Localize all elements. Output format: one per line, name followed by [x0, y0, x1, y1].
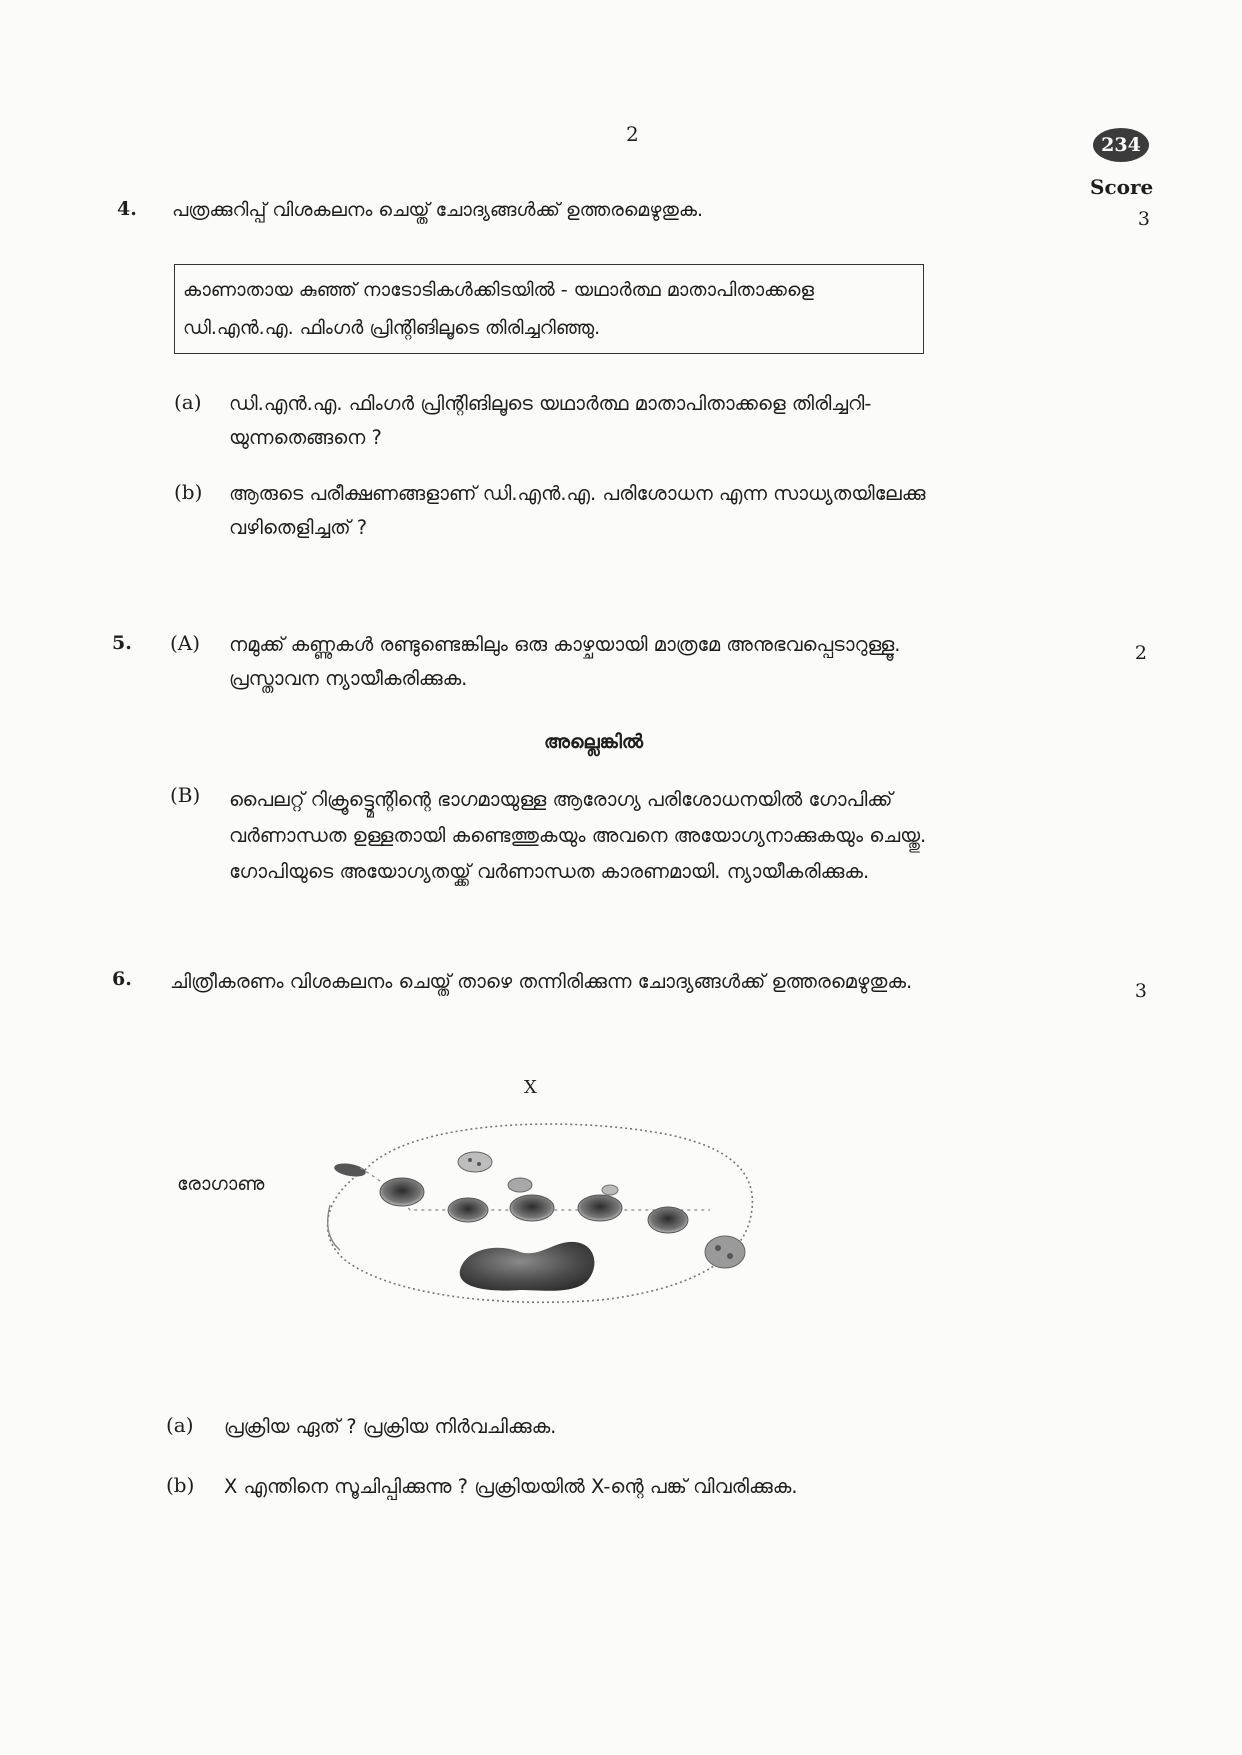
question-4b-line-1: ആരുടെ പരീക്ഷണങ്ങളാണ് ഡി.എൻ.എ. പരിശോധന എന്ന സാധ്യതയിലേക്കു	[229, 482, 926, 505]
question-6b-label: (b)	[166, 1473, 195, 1497]
question-4-score: 3	[1137, 208, 1150, 230]
question-paper-code: 234	[1093, 128, 1149, 162]
question-5-number: 5.	[112, 632, 132, 654]
question-5A-label: (A)	[170, 631, 201, 655]
nucleus-shape	[460, 1242, 595, 1291]
vesicle-x-lysosome	[458, 1152, 492, 1172]
vesicle-6	[602, 1185, 618, 1195]
vesicle-3	[510, 1195, 554, 1221]
vesicle-4	[578, 1195, 622, 1221]
question-4-number: 4.	[117, 198, 137, 220]
news-headline-line-2: ഡി.എൻ.എ. ഫിംഗർ പ്രിന്റിങിലൂടെ തിരിച്ചറിഞ്ഞു.	[183, 317, 601, 339]
vesicle-2	[448, 1198, 488, 1222]
figure-label-x: X	[524, 1077, 537, 1098]
question-4b-label: (b)	[174, 480, 203, 504]
vesicle-5	[648, 1207, 688, 1233]
figure-label-pathogen: രോഗാണു	[177, 1173, 265, 1195]
question-6a-label: (a)	[166, 1413, 194, 1437]
question-6-prompt: ചിത്രീകരണം വിശകലനം ചെയ്ത് താഴെ തന്നിരിക്കുന്ന ചോദ്യങ്ങൾക്ക് ഉത്തരമെഴുതുക.	[170, 970, 913, 993]
vesicle-small	[508, 1178, 532, 1192]
question-6b-text: X എന്തിനെ സൂചിപ്പിക്കുന്നു ? പ്രക്രിയയിൽ X-ന്റെ പങ്ക് വിവരിക്കുക.	[224, 1475, 798, 1498]
question-5B-label: (B)	[170, 783, 201, 807]
question-4-prompt: പത്രക്കുറിപ്പ് വിശകലനം ചെയ്ത് ചോദ്യങ്ങൾക്ക് ഉത്തരമെഴുതുക.	[172, 199, 704, 221]
page-number: 2	[626, 122, 639, 146]
question-4b-text	[229, 477, 1091, 545]
question-4a-line-2: യുന്നതെങ്ങനെ ?	[229, 426, 382, 449]
question-5-score: 2	[1134, 642, 1147, 664]
cell-illustration	[270, 1110, 790, 1310]
question-5A-text	[229, 628, 1099, 696]
question-6-score: 3	[1134, 980, 1147, 1002]
exocytosed-debris	[705, 1236, 745, 1268]
question-5B-line-1: പൈലറ്റ് റിക്രൂട്ട്മെന്റിന്റെ ഭാഗമായുള്ള ആരോഗ്യ പരിശോധനയിൽ ഗോപിക്ക്	[229, 788, 893, 811]
question-4a-line-1: ഡി.എൻ.എ. ഫിംഗർ പ്രിന്റിങിലൂടെ യഥാർത്ഥ മാതാപിതാക്കളെ തിരിച്ചറി-	[229, 392, 872, 415]
news-headline-line-1: കാണാതായ കുഞ്ഞ് നാടോടികൾക്കിടയിൽ - യഥാർത്ഥ മാതാപിതാക്കളെ	[183, 279, 814, 301]
question-5B-line-2: വർണാന്ധത ഉള്ളതായി കണ്ടെത്തുകയും അവനെ അയോഗ്യനാക്കുകയും ചെയ്തു.	[229, 824, 927, 847]
question-4a-text	[229, 387, 1091, 455]
question-5B-text	[229, 782, 1099, 890]
question-6a-text: പ്രക്രിയ ഏത് ? പ്രക്രിയ നിർവചിക്കുക.	[224, 1415, 557, 1438]
question-4b-line-2: വഴിതെളിച്ചത് ?	[229, 516, 368, 539]
or-separator: അല്ലെങ്കിൽ	[544, 731, 644, 753]
vesicle-1	[380, 1178, 424, 1206]
news-clipping-box	[174, 264, 924, 354]
question-5B-line-3: ഗോപിയുടെ അയോഗ്യതയ്ക്ക് വർണാന്ധത കാരണമായി. ന്യായീകരിക്കുക.	[229, 860, 870, 883]
question-6-number: 6.	[112, 968, 132, 990]
question-4a-label: (a)	[174, 390, 202, 414]
question-5A-line-1: നമുക്ക് കണ്ണുകൾ രണ്ടുണ്ടെങ്കിലും ഒരു കാഴ്ചയായി മാത്രമേ അനുഭവപ്പെടാറുള്ളൂ.	[229, 633, 901, 656]
question-5A-line-2: പ്രസ്താവന ന്യായീകരിക്കുക.	[229, 667, 468, 690]
score-label: Score	[1090, 175, 1154, 199]
pathogen-shape	[333, 1161, 367, 1178]
